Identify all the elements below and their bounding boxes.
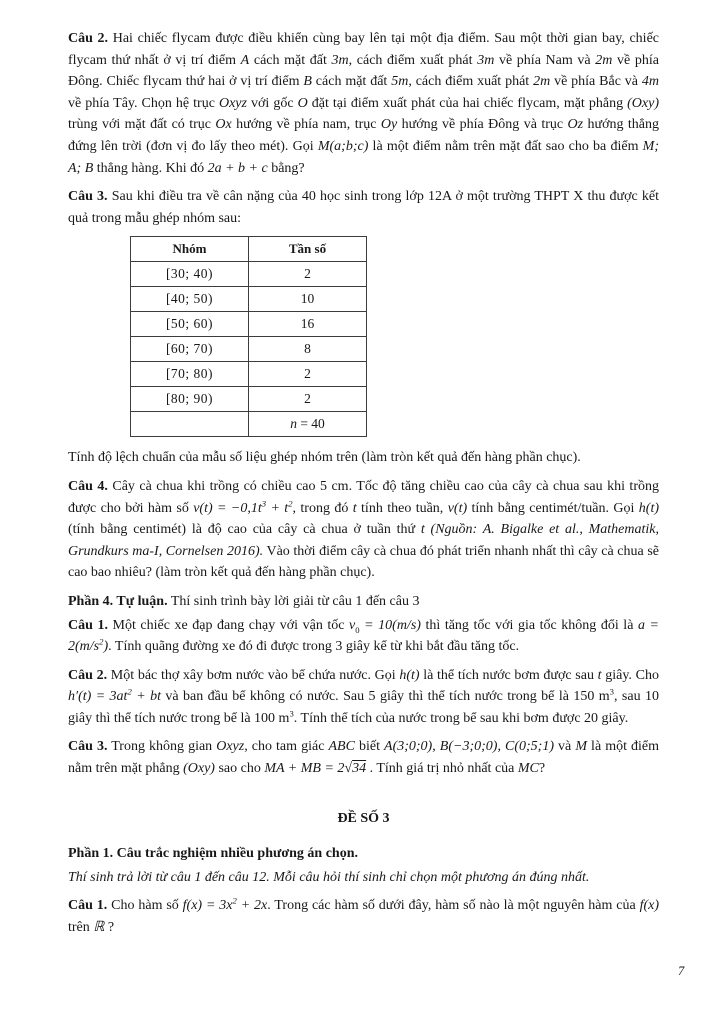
- text-segment: A(3;0;0): [384, 739, 433, 755]
- text-segment: , sau 10 giây thì thể tích nước trong bể là 100 m: [68, 689, 659, 726]
- text-segment: Câu 1.: [68, 898, 108, 914]
- text-segment: Hai chiếc flycam được điều khiển cùng bay lên tại một địa điểm. Sau một thời gian bay, chiếc flycam thứ nhất ở vị trí điểm: [68, 31, 659, 68]
- table-cell: 10: [249, 287, 367, 312]
- text-segment: 2: [99, 636, 104, 647]
- text-segment: t: [597, 667, 602, 683]
- text-segment: Phần 4. Tự luận.: [68, 593, 168, 609]
- text-segment: f(x): [639, 898, 659, 914]
- frequency-table: [130, 236, 367, 437]
- text-segment: thẳng hàng. Khi đó: [93, 160, 208, 176]
- text-segment: h′(t) = 3at: [68, 689, 128, 705]
- question-p4-cau3-space: [68, 736, 659, 779]
- text-segment: về phía Đông. Chiếc flycam thứ hai ở vị trí điểm: [68, 52, 659, 90]
- text-segment: + 2x: [236, 898, 268, 914]
- text-segment: (tính bằng centimét) là độ cao của cây cà chua ở tuần thứ: [68, 522, 421, 538]
- text-segment: h(t): [638, 500, 659, 516]
- text-segment: n: [290, 416, 297, 432]
- text-segment: 2: [127, 686, 132, 697]
- text-segment: Một chiếc xe đạp đang chạy với vận tốc: [107, 617, 350, 633]
- text-segment: t: [420, 522, 425, 538]
- section-phan1-instruction: [68, 867, 659, 889]
- table-cell: [131, 412, 249, 437]
- question-p1-cau1-antiderivative: [68, 895, 659, 938]
- text-segment: M(a;b;c): [317, 138, 369, 154]
- table-cell: 8: [249, 337, 367, 362]
- text-segment: 2: [232, 895, 237, 906]
- text-segment: là một điểm nằm trên mặt đất sao cho ba điểm: [368, 138, 643, 154]
- text-segment: là một điểm nằm trên mặt phẳng: [68, 739, 660, 777]
- text-segment: Câu 3.: [68, 189, 108, 205]
- text-segment: . Tính giá trị nhỏ nhất của: [366, 761, 518, 777]
- text-segment: (Nguồn: A. Bigalke et al., Mathematik, Grundkurs ma-I, Cornelsen 2016).: [68, 522, 659, 559]
- text-segment: Oy: [380, 117, 398, 133]
- text-segment: Tính độ lệch chuẩn của mẫu số liệu ghép nhóm trên (làm tròn kết quả đến hàng phần chục).: [68, 450, 581, 466]
- text-segment: về phía Nam và: [494, 52, 596, 68]
- text-segment: 2m: [595, 52, 613, 68]
- text-segment: ,: [432, 739, 440, 755]
- text-segment: a = 2(m/s: [68, 617, 659, 655]
- text-segment: và: [554, 739, 576, 755]
- table-cell: 2: [249, 262, 367, 287]
- text-segment: , cách điểm xuất phát: [408, 74, 534, 90]
- text-segment: Một bác thợ xây bơm nước vào bể chứa nước. Gọi: [107, 667, 400, 683]
- text-segment: 3: [261, 497, 267, 508]
- exam-title-de-so-3: [68, 808, 659, 830]
- text-segment: Câu 4.: [68, 478, 108, 494]
- text-segment: ABC: [328, 739, 355, 755]
- text-segment: , cách điểm xuất phát: [348, 52, 478, 68]
- text-segment: về phía Tây. Chọn hệ trục: [68, 95, 219, 111]
- text-segment: hướng về phía Đông và trục: [397, 117, 568, 133]
- text-segment: Oxyz: [216, 739, 245, 755]
- text-segment: , cho tam giác: [244, 739, 329, 755]
- text-segment: v(t) = −0,1t: [193, 500, 262, 516]
- table-header-cell: Tần số: [249, 237, 367, 262]
- text-segment: Sau khi điều tra về cân nặng của 40 học sinh trong lớp 12A ở một trường THPT X thu được kết quả trong mẫu ghép nhóm sau:: [68, 189, 659, 226]
- table-cell: [60; 70): [131, 337, 249, 362]
- text-segment: trên: [68, 920, 94, 936]
- table-cell: 16: [249, 312, 367, 337]
- text-segment: MC: [517, 761, 539, 777]
- table-header-cell: Nhóm: [131, 237, 249, 262]
- text-segment: = 10(m/s): [359, 617, 421, 633]
- page-number: 7: [678, 964, 685, 978]
- text-segment: với gốc: [246, 95, 298, 111]
- document-body: [68, 28, 659, 946]
- text-segment: f(x) = 3x: [182, 898, 233, 914]
- text-segment: MA + MB = 2√: [264, 761, 353, 777]
- text-segment: (Oxy): [183, 761, 215, 777]
- text-segment: 34: [352, 761, 367, 777]
- text-segment: 3m: [477, 52, 495, 68]
- text-segment: Oxyz: [218, 95, 247, 111]
- text-segment: Câu 2.: [68, 31, 109, 46]
- question-cau4-tomato: [68, 476, 659, 584]
- text-segment: ): [103, 639, 109, 655]
- text-segment: = 40: [296, 416, 325, 432]
- text-segment: bằng?: [267, 160, 305, 176]
- text-segment: 2m: [533, 74, 551, 90]
- text-segment: biết: [354, 739, 385, 755]
- section-phan4-header: [68, 591, 659, 613]
- text-segment: tính bằng centimét/tuần. Gọi: [467, 500, 639, 516]
- table-cell: [70; 80): [131, 362, 249, 387]
- text-segment: Phần 1. Câu trắc nghiệm nhiều phương án chọn.: [68, 846, 358, 862]
- table-cell: [30; 40): [131, 262, 249, 287]
- text-segment: O: [297, 95, 308, 111]
- text-segment: (Oxy): [627, 95, 659, 111]
- text-segment: Oz: [567, 117, 584, 133]
- table-cell: [80; 90): [131, 387, 249, 412]
- text-segment: là thể tích nước bơm được sau: [419, 667, 598, 683]
- text-segment: . Tính thể tích của nước trong bể sau khi bơm được 20 giây.: [293, 710, 629, 726]
- text-segment: Trong không gian: [107, 739, 217, 755]
- text-segment: t: [352, 500, 357, 516]
- text-segment: . Trong các hàm số dưới đây, hàm số nào là một nguyên hàm của: [267, 898, 640, 914]
- question-p4-cau1-bicycle: [68, 615, 659, 658]
- table-cell: [50; 60): [131, 312, 249, 337]
- question-p4-cau2-pump: [68, 665, 659, 730]
- text-segment: giây. Cho: [601, 667, 659, 683]
- text-segment: ,: [497, 739, 505, 755]
- text-segment: 3m: [331, 52, 349, 68]
- text-segment: 0: [355, 624, 360, 635]
- table-cell: 2: [249, 362, 367, 387]
- text-segment: và ban đầu bể không có nước. Sau 5 giây thì thể tích nước trong bể là 150 m: [160, 689, 610, 705]
- text-segment: 2: [288, 497, 293, 508]
- table-cell: 2: [249, 387, 367, 412]
- text-segment: + bt: [131, 689, 161, 705]
- text-segment: ℝ: [93, 920, 105, 936]
- text-segment: tính theo tuần,: [356, 500, 448, 516]
- text-segment: thì tăng tốc với gia tốc không đổi là: [420, 617, 638, 633]
- text-segment: 5m: [391, 74, 409, 90]
- text-segment: 4m: [641, 74, 660, 90]
- text-segment: + t: [266, 500, 289, 516]
- text-segment: v(t): [447, 500, 468, 516]
- text-segment: M: [575, 739, 587, 755]
- text-segment: hướng thẳng đứng lên trời (đơn vị đo lấy theo mét). Gọi: [68, 117, 659, 154]
- text-segment: B(−3;0;0): [439, 739, 498, 755]
- text-segment: Vào thời điểm cây cà chua đó phát triển nhanh nhất thì cây cà chua sẽ cao bao nhiêu? (làm tròn kết quả đến hàng phần chục).: [68, 543, 659, 581]
- text-segment: đặt tại điểm xuất phát của hai chiếc flycam, mặt phẳng: [307, 95, 628, 111]
- text-segment: ?: [104, 920, 115, 936]
- text-segment: trùng với mặt đất có trục: [68, 117, 216, 133]
- text-segment: B: [303, 74, 312, 90]
- text-segment: Cho hàm số: [107, 898, 183, 914]
- text-segment: Thí sinh trình bày lời giải từ câu 1 đến câu 3: [167, 593, 420, 609]
- instruction-std-deviation: [68, 447, 659, 469]
- text-segment: Câu 3.: [68, 739, 108, 755]
- text-segment: A: [240, 52, 250, 68]
- text-segment: 2a + b + c: [207, 160, 268, 176]
- question-cau2-flycam: [68, 28, 659, 179]
- text-segment: sao cho: [214, 761, 265, 777]
- text-segment: Câu 1.: [68, 617, 108, 633]
- section-phan1-header: [68, 843, 659, 865]
- text-segment: 3: [609, 686, 614, 697]
- text-segment: cách mặt đất: [249, 52, 332, 68]
- text-segment: Cây cà chua khi trồng có chiều cao 5 cm. Tốc độ tăng chiều cao của cây cà chua sau khi trồng được cho bởi hàm số: [68, 478, 659, 516]
- text-segment: , trong đó: [292, 500, 353, 516]
- table-cell: [40; 50): [131, 287, 249, 312]
- text-segment: hướng về phía nam, trục: [231, 117, 381, 133]
- text-segment: về phía Bắc và: [550, 74, 642, 90]
- question-cau3-survey: [68, 186, 659, 229]
- text-segment: v: [349, 617, 356, 633]
- text-segment: M; A; B: [68, 138, 659, 176]
- text-segment: C(0;5;1): [505, 739, 554, 755]
- text-segment: ĐỀ SỐ 3: [337, 810, 390, 826]
- text-segment: Ox: [215, 117, 232, 133]
- text-segment: cách mặt đất: [311, 74, 392, 90]
- text-segment: Câu 2.: [68, 667, 108, 683]
- text-segment: 3: [289, 708, 294, 719]
- text-segment: . Tính quãng đường xe đó đi được trong 3 giây kể từ khi bắt đầu tăng tốc.: [108, 639, 520, 655]
- table-cell: [249, 412, 367, 437]
- text-segment: h(t): [399, 667, 420, 683]
- text-segment: ?: [538, 761, 546, 777]
- text-segment: Thí sinh trả lời từ câu 1 đến câu 12. Mỗi câu hỏi thí sinh chỉ chọn một phương án đúng nhất.: [68, 869, 590, 885]
